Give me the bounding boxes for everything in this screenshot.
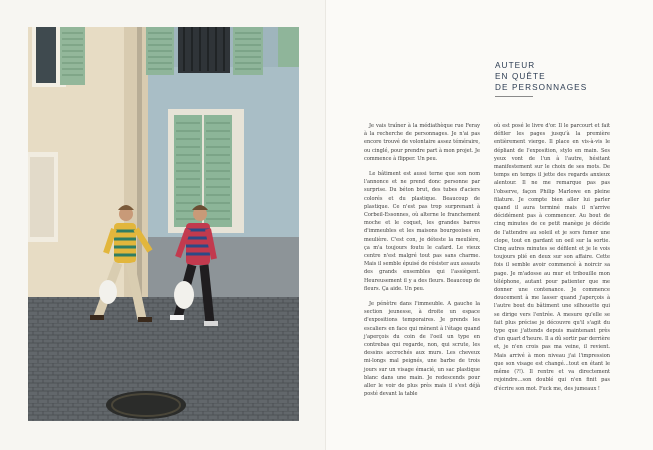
heading-rule xyxy=(495,96,533,97)
heading-line: EN QUÊTE xyxy=(495,72,546,81)
twins-street-photo xyxy=(28,27,299,421)
article-heading xyxy=(495,60,587,93)
paragraph: Je pénètre dans l'immeuble. A gauche la section jeunesse, à droite un espace d'expositions temporaires. Je prends les escaliers en face qui mènent à l'étage quand j'aperçois du coin de l'oeil un type en contrebas qui regarde, non, qui scrute, les dessins accrochés aux murs. Les cheveux mi-longs mal peignés, une barbe de trois jours sur un visage émacié, un sac plastique blanc dans une main. Je redescends pour aller le voir de plus près mais il s'est déjà posté devant la table xyxy=(364,301,480,398)
text-column-left xyxy=(364,122,480,406)
left-page xyxy=(0,0,326,450)
text-column-right xyxy=(494,122,610,400)
paragraph: Le bâtiment est aussi terne que son nom l'annonce et ne prend donc personne par surprise. Du béton brut, des tubes d'aciers colorés et du plastique. Beaucoup de plastique. Ce n'est pas trop surprenant à Corbeil-Essonnes, où alterne le franchement moche et le coquet, les grandes barres d'immeubles et les maisons bourgeoises en meulière. C'est con, je déteste la meulière, ça m'a toujours foutu le cafard. Le vieux centre n'est malgré tout pas sans charme. Mais il semble épuisé de résister aux assauts des grands ensembles qui l'assiègent. Heureusement il y a des fleurs. Beaucoup de fleurs. Ça aide. Un peu. xyxy=(364,171,480,292)
heading-line: AUTEUR xyxy=(495,61,536,70)
paragraph: où est posé le livre d'or. Il le parcourt et fait défiler les pages jusqu'à la première entièrement vierge. Il place en vis-à-vis le dépliant de l'exposition, stylo en main. Ses yeux vont de l'un à l'autre, hésitant manifestement sur le choix de ses mots. De temps en temps il jette des regards anxieux alentour. Il ne me remarque pas pas l'observe, façon Philip Marlowe en pleine filature. Je compte bien aller lui parler quand il aura terminé mais il n'arrive décidément pas à commencer. Au bout de cinq minutes de ce petit manège je décide de l'attendre au soleil et je sors fumer une clope, tout en gardant un oeil sur la sortie. Cinq autres minutes se défilent et je le vois toujours plié en deux sur son affaire. Cette fois il semble avoir commencé à noircir sa page. Je m'adosse au mur et tribouille mon téléphone, autant pour patienter que me donner une contenance. Je commence doucement à me lasser quand j'aperçois à l'autre bout du bâtiment une silhouette qui se dirige vers l'entrée. A mesure qu'elle se fait plus précise je découvre qu'il s'agit du type que j'attends depuis maintenant près d'un quart d'heure. Il a dû sortir par derrière et, je n'en crois pas ma veine, il revient. Mais arrivé à mon niveau j'ai l'impression que son visage est changé…tout en étant le même (?!). Il rentre et va directement rejoindre…son doublé qui n'en finit pas d'écrire son mot. Fuck me, des jumeaux ! xyxy=(494,123,610,392)
paragraph: Je vais traîner à la médiathèque rue Feray à la recherche de personnages. Je n'ai pas encore trouvé de volontaire assez téméraire, ou cinglé, pour prendre part à mon projet. Je commence à flipper. Un peu. xyxy=(364,123,480,162)
heading-line: DE PERSONNAGES xyxy=(495,83,588,92)
street-photo xyxy=(28,27,299,421)
